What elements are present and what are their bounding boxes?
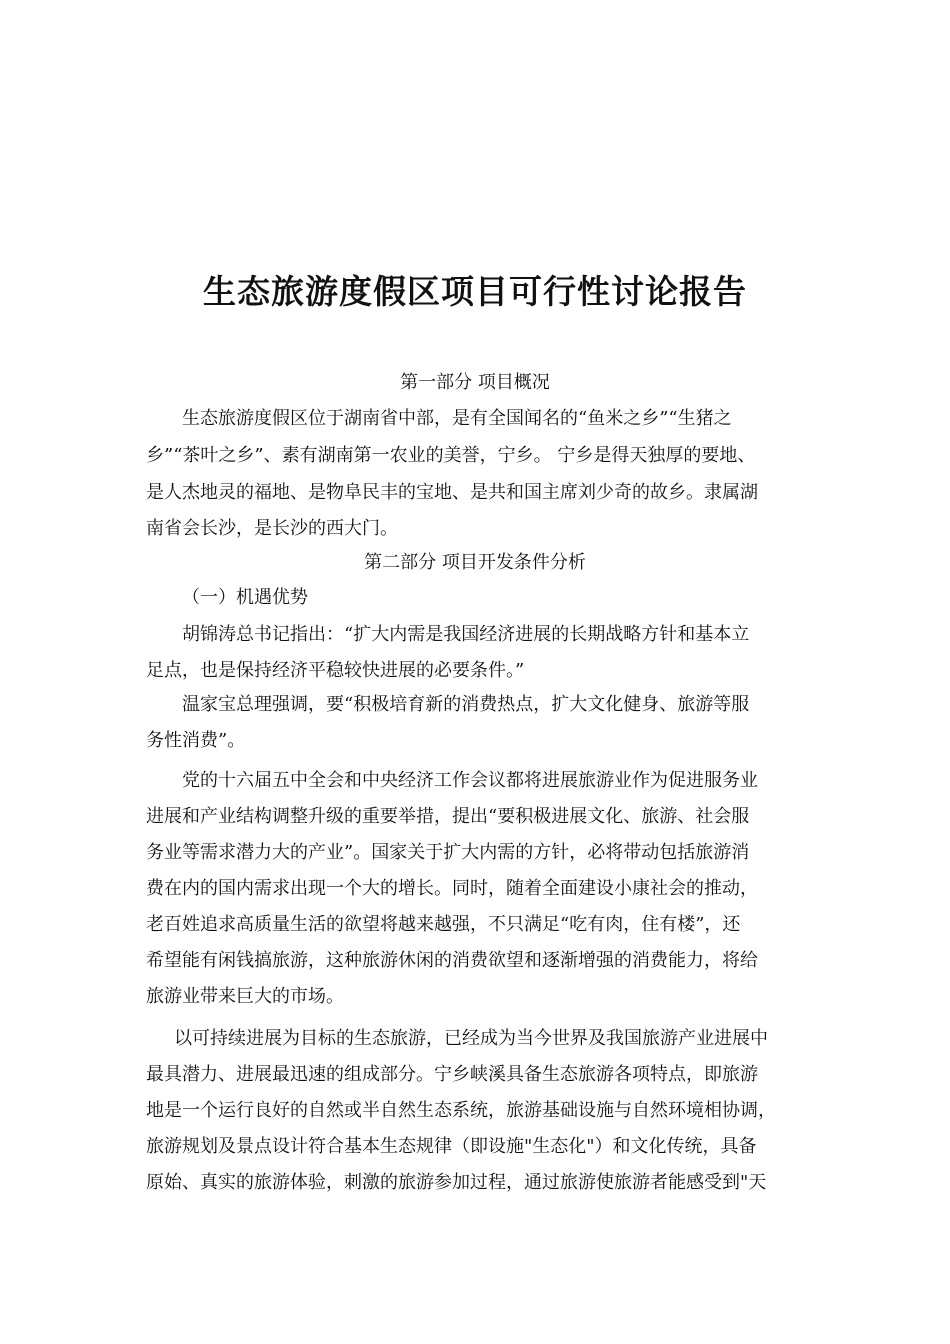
text-line: 地是一个运行良好的自然或半自然生态系统，旅游基础设施与自然环境相协调， <box>146 1100 776 1121</box>
text-line: 进展和产业结构调整升级的重要举措，提出“要积极进展文化、旅游、社会服 <box>146 806 750 827</box>
section1-heading: 第一部分 项目概况 <box>400 372 550 393</box>
text-line: 乡”“茶叶之乡”、素有湖南第一农业的美誉，宁乡。 宁乡是得天独厚的要地、 <box>146 445 756 466</box>
subsection-heading: （一）机遇优势 <box>182 587 308 608</box>
text-line: 是人杰地灵的福地、是物阜民丰的宝地、是共和国主席刘少奇的故乡。隶属湖 <box>146 482 758 503</box>
text-line: 原始、真实的旅游体验，刺激的旅游参加过程，通过旅游使旅游者能感受到"天 <box>146 1172 767 1193</box>
text-line: 务性消费”。 <box>146 730 246 751</box>
text-line: 希望能有闲钱搞旅游，这种旅游休闲的消费欲望和逐渐增强的消费能力，将给 <box>146 950 758 971</box>
text-line: 党的十六届五中全会和中央经济工作会议都将进展旅游业作为促进服务业 <box>182 770 758 791</box>
text-line: 最具潜力、进展最迅速的组成部分。宁乡峡溪具备生态旅游各项特点，即旅游 <box>146 1064 758 1085</box>
text-line: 旅游规划及景点设计符合基本生态规律（即设施"生态化"）和文化传统，具备 <box>146 1136 757 1157</box>
text-line: 足点，也是保持经济平稳较快进展的必要条件。” <box>146 660 525 681</box>
text-line: 南省会长沙，是长沙的西大门。 <box>146 518 398 539</box>
text-line: 老百姓追求高质量生活的欲望将越来越强，不只满足“吃有肉，住有楼”，还 <box>146 914 741 935</box>
text-line: 温家宝总理强调，要“积极培育新的消费热点，扩大文化健身、旅游等服 <box>182 694 750 715</box>
section2-heading: 第二部分 项目开发条件分析 <box>364 552 586 573</box>
text-line: 费在内的国内需求出现一个大的增长。同时，随着全面建设小康社会的推动， <box>146 878 758 899</box>
text-line: 以可持续进展为目标的生态旅游，已经成为当今世界及我国旅游产业进展中 <box>174 1028 768 1049</box>
text-line: 旅游业带来巨大的市场。 <box>146 986 344 1007</box>
text-line: 务业等需求潜力大的产业”。国家关于扩大内需的方针，必将带动包括旅游消 <box>146 842 750 863</box>
text-line: 胡锦涛总书记指出：“扩大内需是我国经济进展的长期战略方针和基本立 <box>182 624 750 645</box>
document-title: 生态旅游度假区项目可行性讨论报告 <box>203 272 747 311</box>
text-line: 生态旅游度假区位于湖南省中部，是有全国闻名的“鱼米之乡”“生猪之 <box>182 408 732 429</box>
